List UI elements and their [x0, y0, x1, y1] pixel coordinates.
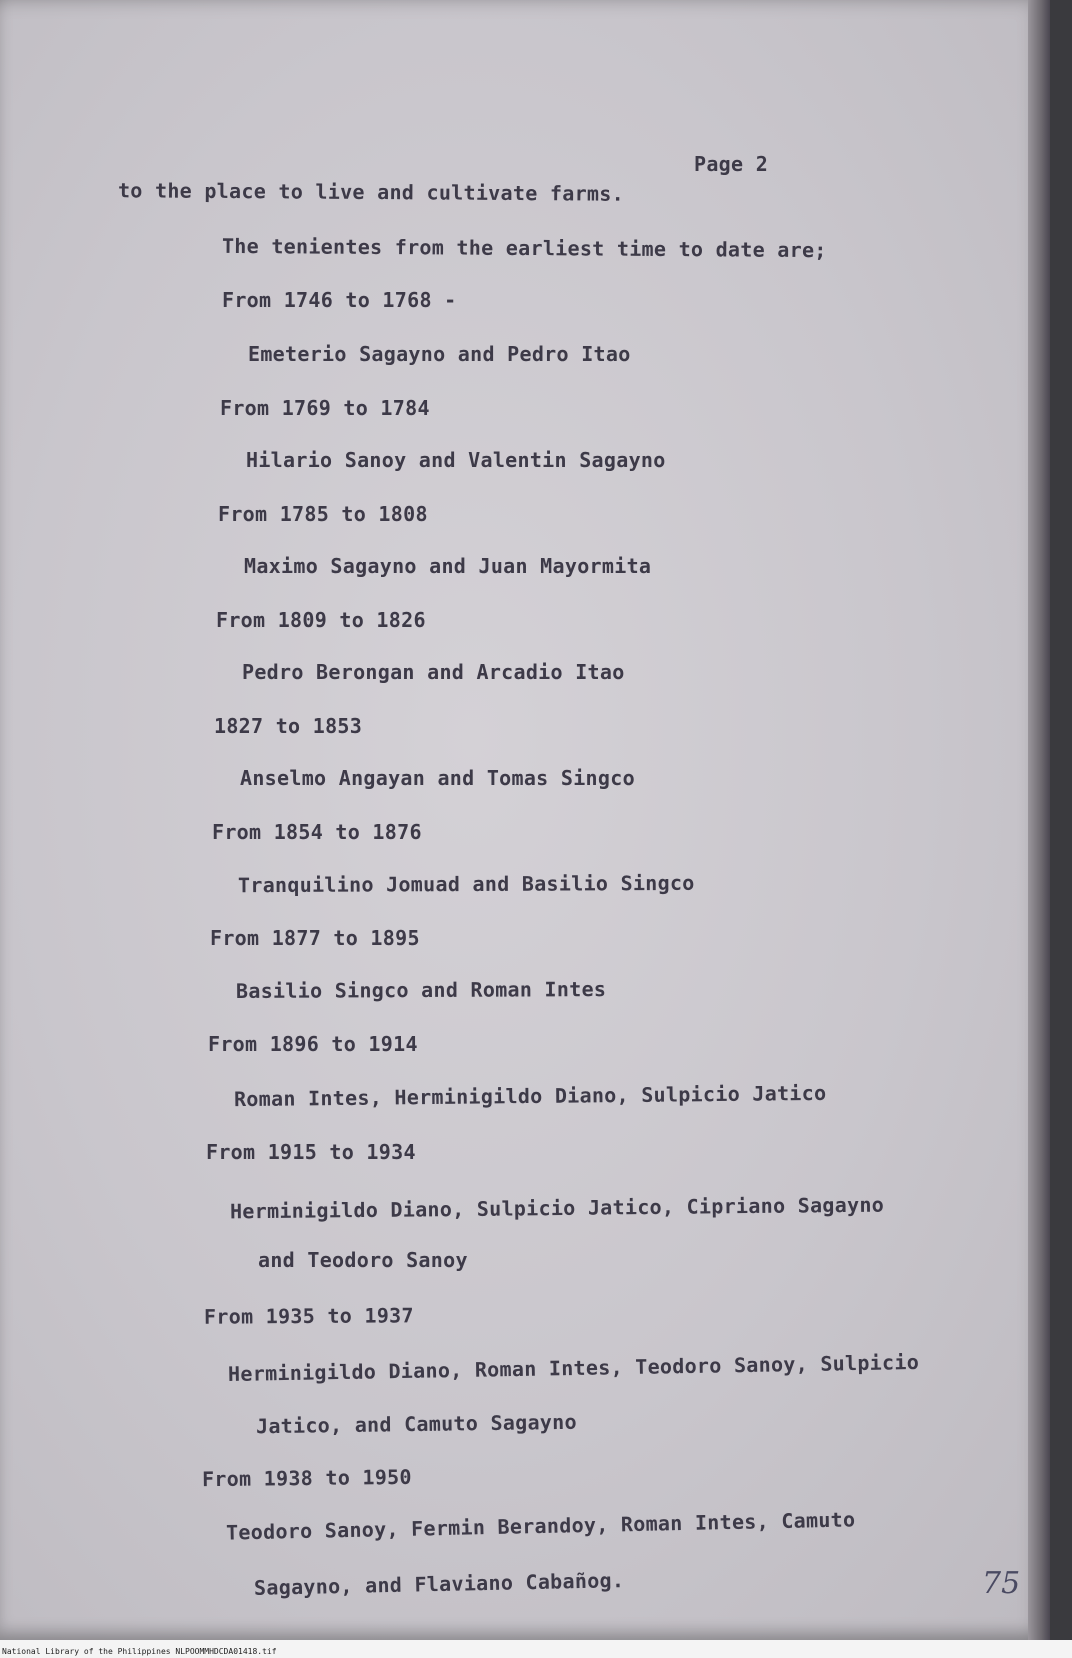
names-line: Emeterio Sagayno and Pedro Itao	[248, 342, 631, 366]
text-line: The tenientes from the earliest time to date are;	[221, 233, 827, 263]
year-range-heading: From 1877 to 1895	[210, 926, 420, 950]
page-number-label: Page 2	[694, 152, 769, 176]
year-range-heading: From 1785 to 1808	[218, 502, 428, 526]
names-line-continued: Jatico, and Camuto Sagayno	[255, 1409, 578, 1439]
year-range-heading: From 1746 to 1768 -	[222, 288, 457, 312]
handwritten-page-number: 75	[982, 1566, 1021, 1601]
year-range-heading: From 1854 to 1876	[212, 820, 422, 844]
names-line: Anselmo Angayan and Tomas Singco	[240, 766, 635, 790]
page-edge	[1028, 0, 1050, 1640]
names-line: Herminigildo Diano, Sulpicio Jatico, Cipriano Sagayno	[229, 1192, 885, 1224]
names-line: Roman Intes, Herminigildo Diano, Sulpicio Jatico	[233, 1080, 827, 1112]
names-line: Hilario Sanoy and Valentin Sagayno	[246, 448, 666, 472]
text-line: to the place to live and cultivate farms.	[117, 178, 625, 206]
year-range-heading: From 1938 to 1950	[201, 1464, 412, 1492]
names-line: Basilio Singco and Roman Intes	[235, 977, 607, 1003]
year-range-heading: From 1915 to 1934	[206, 1140, 416, 1164]
names-line-continued: Sagayno, and Flaviano Cabañog.	[253, 1568, 625, 1600]
scan-footer	[0, 1640, 1072, 1658]
year-range-heading: From 1769 to 1784	[220, 396, 430, 420]
year-range-heading: 1827 to 1853	[214, 714, 363, 738]
year-range-heading: From 1896 to 1914	[208, 1032, 418, 1056]
names-line: Teodoro Sanoy, Fermin Berandoy, Roman Intes, Camuto	[225, 1507, 856, 1545]
year-range-heading: From 1809 to 1826	[216, 608, 426, 632]
year-range-heading: From 1935 to 1937	[203, 1303, 414, 1329]
scan-footer-text: National Library of the Philippines NLPOOMMHDCDA01418.tif	[2, 1647, 277, 1656]
names-line: Tranquilino Jomuad and Basilio Singco	[237, 870, 695, 898]
names-line: Maximo Sagayno and Juan Mayormita	[244, 554, 652, 578]
names-line: Herminigildo Diano, Roman Intes, Teodoro Sanoy, Sulpicio	[227, 1349, 920, 1387]
names-line-continued: and Teodoro Sanoy	[258, 1248, 468, 1272]
names-line: Pedro Berongan and Arcadio Itao	[242, 660, 625, 684]
